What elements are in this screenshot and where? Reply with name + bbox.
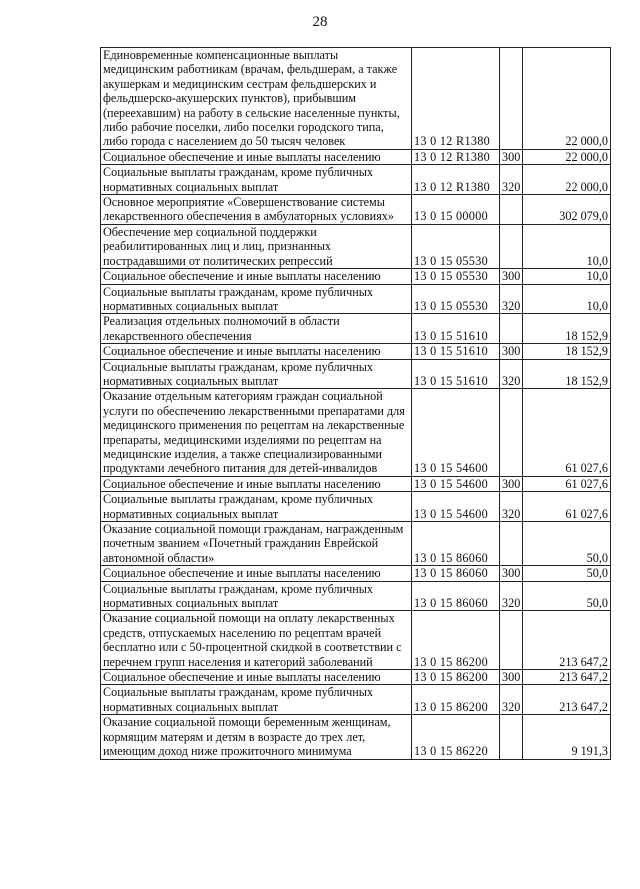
expense-type-code: 320	[500, 165, 523, 195]
table-row	[101, 581, 611, 611]
expense-name: Социальное обеспечение и иные выплаты населению	[101, 149, 412, 164]
expense-name: Социальные выплаты гражданам, кроме публичных нормативных социальных выплат	[101, 359, 412, 389]
expense-type-code: 320	[500, 492, 523, 522]
table-row	[101, 476, 611, 491]
expense-name: Социальное обеспечение и иные выплаты населению	[101, 269, 412, 284]
expense-name: Социальное обеспечение и иные выплаты населению	[101, 670, 412, 685]
table-row	[101, 389, 611, 476]
amount: 61 027,6	[523, 492, 611, 522]
table-row	[101, 149, 611, 164]
amount: 22 000,0	[523, 165, 611, 195]
target-article-code: 13 0 15 86060	[412, 566, 500, 581]
target-article-code: 13 0 15 86200	[412, 685, 500, 715]
target-article-code: 13 0 12 R1380	[412, 165, 500, 195]
target-article-code: 13 0 15 51610	[412, 314, 500, 344]
expense-name: Оказание социальной помощи беременным женщинам, кормящим матерям и детям в возрасте до трех лет, имеющим доход ниже прожиточного минимума	[101, 715, 412, 759]
amount: 18 152,9	[523, 344, 611, 359]
expense-name: Реализация отдельных полномочий в области лекарственного обеспечения	[101, 314, 412, 344]
table-row	[101, 165, 611, 195]
amount: 213 647,2	[523, 611, 611, 670]
expense-name: Единовременные компенсационные выплаты медицинским работникам (врачам, фельдшерам, а также акушеркам и медицинским сестрам фельдшерских и фельдшерско-акушерских пунктов), прибывшим (переехавшим) на работу в сельские населенные пункты, либо рабочие поселки, либо поселки городского типа, либо города с населением до 50 тысяч человек	[101, 48, 412, 150]
expense-name: Оказание социальной помощи на оплату лекарственных средств, отпускаемых населению по рецептам врачей бесплатно или с 50-процентной скидкой в соответствии с перечнем групп населения и категорий заболеваний	[101, 611, 412, 670]
table-row	[101, 522, 611, 566]
target-article-code: 13 0 15 00000	[412, 195, 500, 225]
amount: 61 027,6	[523, 389, 611, 476]
amount: 10,0	[523, 269, 611, 284]
table-row	[101, 611, 611, 670]
table-row	[101, 48, 611, 150]
expense-name: Обеспечение мер социальной поддержки реабилитированных лиц и лиц, признанных пострадавшими от политических репрессий	[101, 224, 412, 268]
budget-table	[100, 47, 611, 760]
target-article-code: 13 0 15 51610	[412, 359, 500, 389]
table-row	[101, 314, 611, 344]
expense-type-code: 320	[500, 284, 523, 314]
expense-type-code: 300	[500, 476, 523, 491]
expense-type-code: 300	[500, 670, 523, 685]
amount: 50,0	[523, 522, 611, 566]
target-article-code: 13 0 15 54600	[412, 389, 500, 476]
target-article-code: 13 0 15 54600	[412, 492, 500, 522]
table-row	[101, 284, 611, 314]
expense-type-code	[500, 195, 523, 225]
table-row	[101, 359, 611, 389]
target-article-code: 13 0 15 86060	[412, 522, 500, 566]
table-row	[101, 269, 611, 284]
table-row	[101, 715, 611, 759]
amount: 9 191,3	[523, 715, 611, 759]
amount: 10,0	[523, 224, 611, 268]
target-article-code: 13 0 15 05530	[412, 284, 500, 314]
expense-type-code: 300	[500, 149, 523, 164]
page-number: 28	[312, 14, 328, 30]
expense-type-code	[500, 314, 523, 344]
expense-type-code	[500, 389, 523, 476]
amount: 10,0	[523, 284, 611, 314]
budget-table-body	[101, 48, 611, 760]
target-article-code: 13 0 15 86200	[412, 611, 500, 670]
target-article-code: 13 0 15 86220	[412, 715, 500, 759]
expense-type-code	[500, 48, 523, 150]
expense-name: Оказание отдельным категориям граждан социальной услуги по обеспечению лекарственными препаратами для медицинского применения по рецептам на лекарственные препараты, медицинскими изделиями по рецептам на медицинские изделия, а также специализированными продуктами лечебного питания для детей-инвалидов	[101, 389, 412, 476]
expense-type-code	[500, 715, 523, 759]
target-article-code: 13 0 12 R1380	[412, 48, 500, 150]
expense-name: Социальные выплаты гражданам, кроме публичных нормативных социальных выплат	[101, 685, 412, 715]
amount: 302 079,0	[523, 195, 611, 225]
target-article-code: 13 0 15 54600	[412, 476, 500, 491]
expense-name: Социальное обеспечение и иные выплаты населению	[101, 344, 412, 359]
target-article-code: 13 0 15 86060	[412, 581, 500, 611]
table-row	[101, 492, 611, 522]
expense-type-code	[500, 522, 523, 566]
target-article-code: 13 0 15 86200	[412, 670, 500, 685]
table-row	[101, 566, 611, 581]
expense-type-code: 320	[500, 581, 523, 611]
amount: 50,0	[523, 566, 611, 581]
amount: 18 152,9	[523, 314, 611, 344]
amount: 18 152,9	[523, 359, 611, 389]
amount: 50,0	[523, 581, 611, 611]
amount: 22 000,0	[523, 48, 611, 150]
target-article-code: 13 0 12 R1380	[412, 149, 500, 164]
expense-name: Социальные выплаты гражданам, кроме публичных нормативных социальных выплат	[101, 165, 412, 195]
expense-name: Социальные выплаты гражданам, кроме публичных нормативных социальных выплат	[101, 581, 412, 611]
expense-type-code: 300	[500, 344, 523, 359]
amount: 213 647,2	[523, 685, 611, 715]
expense-name: Основное мероприятие «Совершенствование системы лекарственного обеспечения в амбулаторных условиях»	[101, 195, 412, 225]
target-article-code: 13 0 15 51610	[412, 344, 500, 359]
table-row	[101, 685, 611, 715]
expense-name: Социальные выплаты гражданам, кроме публичных нормативных социальных выплат	[101, 284, 412, 314]
expense-type-code	[500, 224, 523, 268]
table-row	[101, 670, 611, 685]
expense-name: Социальное обеспечение и иные выплаты населению	[101, 566, 412, 581]
expense-name: Оказание социальной помощи гражданам, награжденным почетным званием «Почетный гражданин Еврейской автономной области»	[101, 522, 412, 566]
expense-type-code	[500, 611, 523, 670]
amount: 61 027,6	[523, 476, 611, 491]
expense-name: Социальные выплаты гражданам, кроме публичных нормативных социальных выплат	[101, 492, 412, 522]
expense-type-code: 320	[500, 359, 523, 389]
target-article-code: 13 0 15 05530	[412, 269, 500, 284]
expense-type-code: 320	[500, 685, 523, 715]
expense-type-code: 300	[500, 566, 523, 581]
target-article-code: 13 0 15 05530	[412, 224, 500, 268]
expense-name: Социальное обеспечение и иные выплаты населению	[101, 476, 412, 491]
amount: 22 000,0	[523, 149, 611, 164]
expense-type-code: 300	[500, 269, 523, 284]
table-row	[101, 344, 611, 359]
table-row	[101, 195, 611, 225]
amount: 213 647,2	[523, 670, 611, 685]
table-row	[101, 224, 611, 268]
